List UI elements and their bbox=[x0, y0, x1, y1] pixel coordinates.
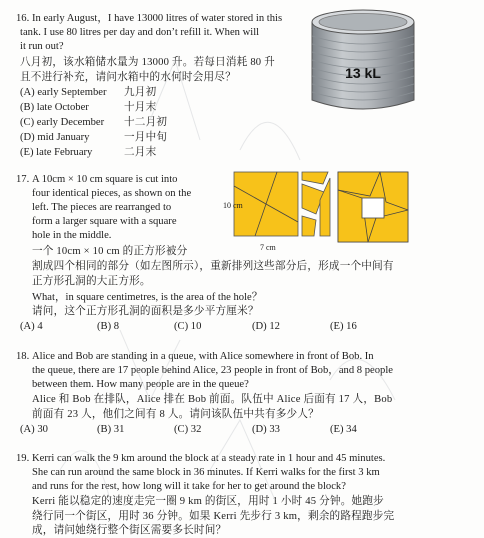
question-text-en: A 10cm × 10 cm square is cut into bbox=[32, 174, 178, 185]
question-text-en: it run out? bbox=[20, 41, 64, 52]
option-a-cn: 九月初 bbox=[124, 87, 157, 98]
option-d[interactable]: (D) 33 bbox=[252, 424, 280, 435]
option-b[interactable]: (B) 31 bbox=[97, 424, 125, 435]
question-text-en: Kerri can walk the 9 km around the block at a steady rate in 1 hour and 45 minutes. bbox=[32, 453, 386, 464]
question-text-cn: 绕行同一个街区，用时 36 分钟。如果 Kerri 先步行 3 km，剩余的路程跑步完 bbox=[32, 511, 395, 522]
question-text-cn: 正方形孔洞的大正方形。 bbox=[32, 276, 151, 287]
question-text-cn: 前面有 23 人，他们之间有 8 人。请问该队伍中共有多少人？ bbox=[32, 409, 319, 420]
option-c[interactable]: (C) early December bbox=[20, 117, 105, 128]
option-e-cn: 二月末 bbox=[124, 147, 157, 158]
question-text-cn: 一个 10cm × 10 cm 的正方形被分 bbox=[32, 246, 188, 257]
question-prompt-cn: 请问，这个正方形孔洞的面积是多少平方厘米？ bbox=[32, 306, 259, 317]
option-b-cn: 十月末 bbox=[124, 102, 157, 113]
square-hole bbox=[362, 198, 384, 218]
question-text-cn: 八月初，该水箱储水量为 13000 升。若每日消耗 80 升 bbox=[20, 57, 275, 68]
option-e[interactable]: (E) late February bbox=[20, 147, 93, 158]
question-text-cn: Kerri 能以稳定的速度走完一圈 9 km 的街区，用时 1 小时 45 分钟。她跑步 bbox=[32, 496, 384, 507]
question-text-en: form a larger square with a square bbox=[32, 216, 177, 227]
original-square bbox=[234, 172, 298, 236]
question-text-en: left. The pieces are rearranged to bbox=[32, 202, 172, 213]
option-a[interactable]: (A) 4 bbox=[20, 321, 43, 332]
question-text-cn: 割成四个相同的部分（如左图所示），重新排列这些部分后，形成一个中间有 bbox=[32, 261, 394, 272]
option-a[interactable]: (A) early September bbox=[20, 87, 107, 98]
option-e[interactable]: (E) 34 bbox=[330, 424, 357, 435]
question-number: 19. bbox=[16, 453, 30, 464]
option-e[interactable]: (E) 16 bbox=[330, 321, 357, 332]
option-a[interactable]: (A) 30 bbox=[20, 424, 48, 435]
question-number: 16. bbox=[16, 13, 30, 24]
question-text-cn: 且不进行补充，请问水箱中的水何时会用尽？ bbox=[20, 72, 236, 83]
question-text-en: Alice and Bob are standing in a queue, with Alice somewhere in front of Bob. In bbox=[32, 351, 374, 362]
question-text-cn: Alice 和 Bob 在排队，Alice 排在 Bob 前面。队伍中 Alice 后面有 17 人，Bob bbox=[32, 394, 393, 405]
option-b[interactable]: (B) 8 bbox=[97, 321, 120, 332]
tank-label: 13 kL bbox=[345, 65, 381, 81]
question-text-en: In early August，I have 13000 litres of water stored in this bbox=[32, 13, 283, 24]
question-text-en: and runs for the rest, how long will it take for her to get around the block? bbox=[32, 481, 346, 492]
question-text-en: four identical pieces, as shown on the bbox=[32, 188, 192, 199]
option-d[interactable]: (D) 12 bbox=[252, 321, 280, 332]
option-b[interactable]: (B) late October bbox=[20, 102, 89, 113]
option-d[interactable]: (D) mid January bbox=[20, 132, 90, 143]
question-number: 18. bbox=[16, 351, 30, 362]
option-c[interactable]: (C) 10 bbox=[174, 321, 202, 332]
question-text-en: tank. I use 80 litres per day and don’t refill it. When will bbox=[20, 27, 260, 38]
middle-pieces bbox=[302, 172, 330, 236]
label-7cm: 7 cm bbox=[260, 243, 276, 252]
label-10cm: 10 cm bbox=[223, 201, 243, 210]
question-text-cn: 成，请问她绕行整个街区需要多长时间？ bbox=[32, 525, 227, 536]
option-c[interactable]: (C) 32 bbox=[174, 424, 202, 435]
square-pieces-figure bbox=[220, 170, 470, 256]
question-text-en: the queue, there are 17 people behind Alice, 23 people in front of Bob，and 8 people bbox=[32, 365, 393, 376]
question-text-en: She can run around the same block in 36 minutes. If Kerri walks for the first 3 km bbox=[32, 467, 380, 478]
option-d-cn: 一月中旬 bbox=[124, 132, 168, 143]
water-tank-illustration bbox=[308, 6, 418, 116]
option-c-cn: 十二月初 bbox=[124, 117, 168, 128]
question-number: 17. bbox=[16, 174, 30, 185]
rearranged-square bbox=[338, 172, 408, 242]
question-text-en: between them. How many people are in the queue? bbox=[32, 379, 249, 390]
question-text-en: hole in the middle. bbox=[32, 230, 112, 241]
question-prompt-en: What，in square centimetres, is the area of the hole？ bbox=[32, 292, 263, 303]
